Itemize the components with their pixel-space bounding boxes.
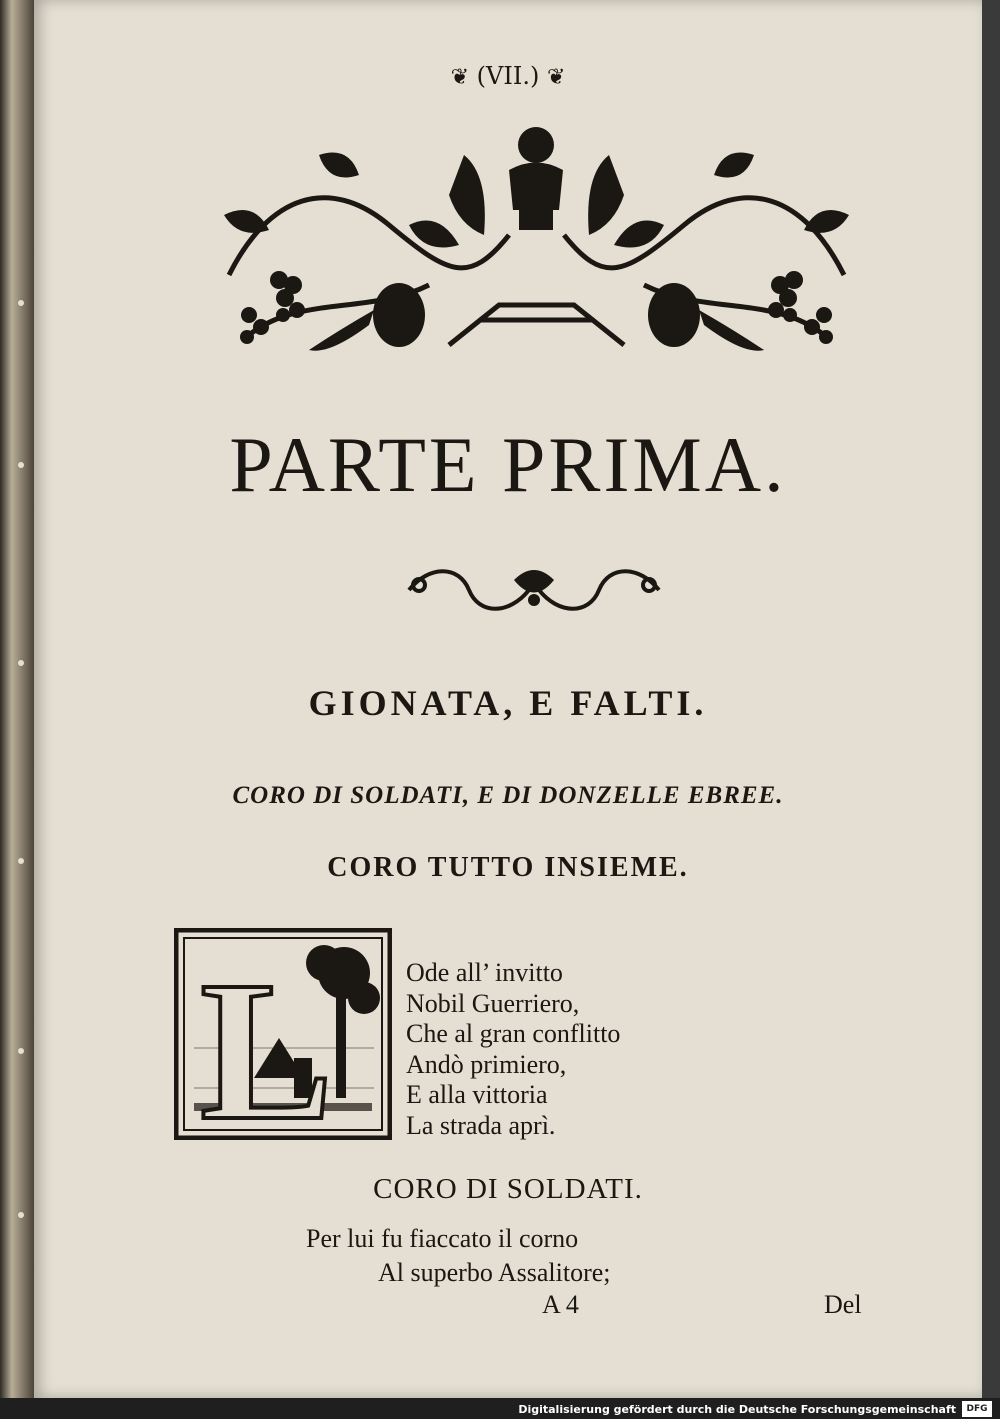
dfg-logo-icon: DFG — [962, 1401, 992, 1417]
binding-stitch — [18, 1048, 24, 1054]
book-page — [34, 0, 982, 1398]
scroll-ornament-icon — [399, 560, 669, 620]
verse-line: Per lui fu fiaccato il corno — [306, 1224, 579, 1253]
initial-letter: L — [200, 941, 334, 1140]
verse-stanza-1 — [406, 958, 806, 1141]
page-number: (VII.) — [476, 62, 540, 90]
binding-stitch — [18, 1212, 24, 1218]
binding-stitch — [18, 300, 24, 306]
binding-stitch — [18, 858, 24, 864]
page-header — [34, 62, 982, 90]
binding-stitch — [18, 462, 24, 468]
characters-heading: GIONATA, E FALTI. — [308, 683, 708, 723]
verse-line: Che al gran conflitto — [406, 1019, 621, 1048]
verse-stanza-2 — [306, 1222, 806, 1290]
chorus-heading: CORO TUTTO INSIEME. — [327, 852, 689, 883]
catchword: Del — [824, 1290, 862, 1319]
verse-line: La strada aprì. — [406, 1110, 556, 1140]
signature-mark: A 4 — [542, 1290, 579, 1319]
woodcut-headpiece-icon — [209, 115, 864, 380]
fleuron-right-icon: ❦ — [546, 65, 566, 90]
funding-credit: Digitalisierung gefördert durch die Deutsche Forschungsgemeinschaft — [518, 1403, 956, 1416]
binding-stitch — [18, 660, 24, 666]
footer-bar — [0, 1398, 1000, 1419]
decorated-initial-icon — [174, 928, 392, 1140]
verse-line: Nobil Guerriero, — [406, 988, 580, 1018]
verse-line: E alla vittoria — [406, 1080, 548, 1109]
verse-line: Al superbo Assalitore; — [378, 1258, 611, 1287]
verse-line: Ode all’ invitto — [406, 958, 563, 987]
book-spine — [0, 0, 34, 1400]
verse-line: Andò primiero, — [406, 1049, 567, 1079]
chorus-description: CORO DI SOLDATI, E DI DONZELLE EBREE. — [232, 782, 784, 809]
chorus-soldiers-heading: CORO DI SOLDATI. — [373, 1173, 643, 1205]
part-title: PARTE PRIMA. — [229, 421, 787, 508]
fleuron-left-icon: ❦ — [450, 65, 470, 90]
